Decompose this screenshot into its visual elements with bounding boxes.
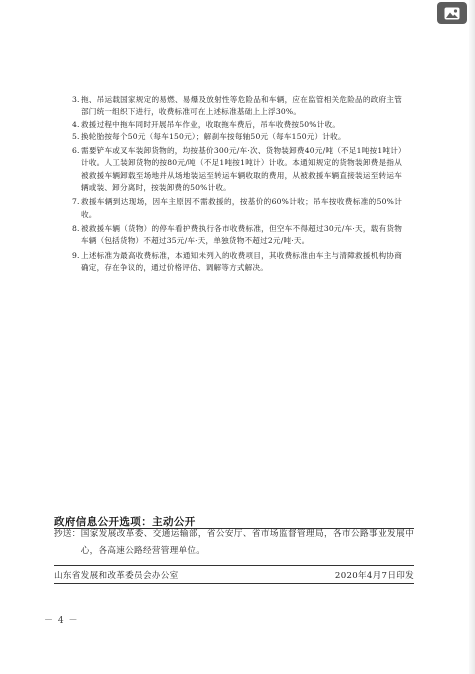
image-icon[interactable] [437,2,467,24]
cc-block [54,526,414,559]
page-number: － 4 － [44,616,79,626]
issue-date: 2020年4月7日印发 [334,571,414,581]
list-item: 8. 被救援车辆（货物）的停车看护费执行各市收费标准，但空车不得超过30元/车·天，载有货物车辆（包括货物）不超过35元/车·天，单独货物不超过2元/吨·天。 [72,223,402,246]
page-edge-shadow [469,0,475,674]
image-icon-glyph [444,7,460,20]
list-item: 6. 需要铲车或叉车装卸货物的，均按基价300元/车·次、货物装卸费40元/吨（不足1吨按1吨计）计收。人工装卸货物的按80元/吨（不足1吨按1吨计）计收。本通知规定的货物装卸费是指从被救援车辆卸载至场地并从场地装运至转运车辆收取的费用，从被救援车辆直接装运至转运车辆或装、卸分离时，按装卸费的50%计收。 [72,146,402,193]
list-item: 7. 救援车辆到达现场，因车主原因不需救援的，按基价的60%计收；吊车按收费标准的50%计收。 [72,197,402,219]
cc-recipients: 国家发展改革委、交通运输部，省公安厅、省市场监督管理局，各市公路事业发展中心，各高速公路经营管理单位。 [80,529,414,556]
divider [54,583,414,584]
issuer-row [54,569,414,581]
issuer-name: 山东省发展和改革委员会办公室 [54,571,179,581]
divider [54,565,414,566]
list-item: 5. 换轮胎按每个50元（每车150元）；解刹车按每轴50元（每车150元）计收。 [72,131,346,141]
list-item: 4. 救援过程中拖车同时开展吊车作业，收取拖车费后，吊车收费按50%计收。 [72,119,341,129]
list-item: 3. 拖、吊运载国家规定的易燃、易爆及放射性等危险品和车辆，应在监管相关危险品的政府主管部门统一组织下进行，收费标准可在上述标准基础上上浮30%。 [72,95,402,117]
fee-rules-list [72,94,402,274]
list-item: 9. 上述标准为最高收费标准，本通知未列入的收费项目，其收费标准由车主与清障救援机构协商确定，存在争议的，通过价格评估、调解等方式解决。 [72,250,402,272]
disclosure-title: 政府信息公开选项：主动公开 [54,516,196,528]
cc-label: 抄送： [54,529,81,539]
